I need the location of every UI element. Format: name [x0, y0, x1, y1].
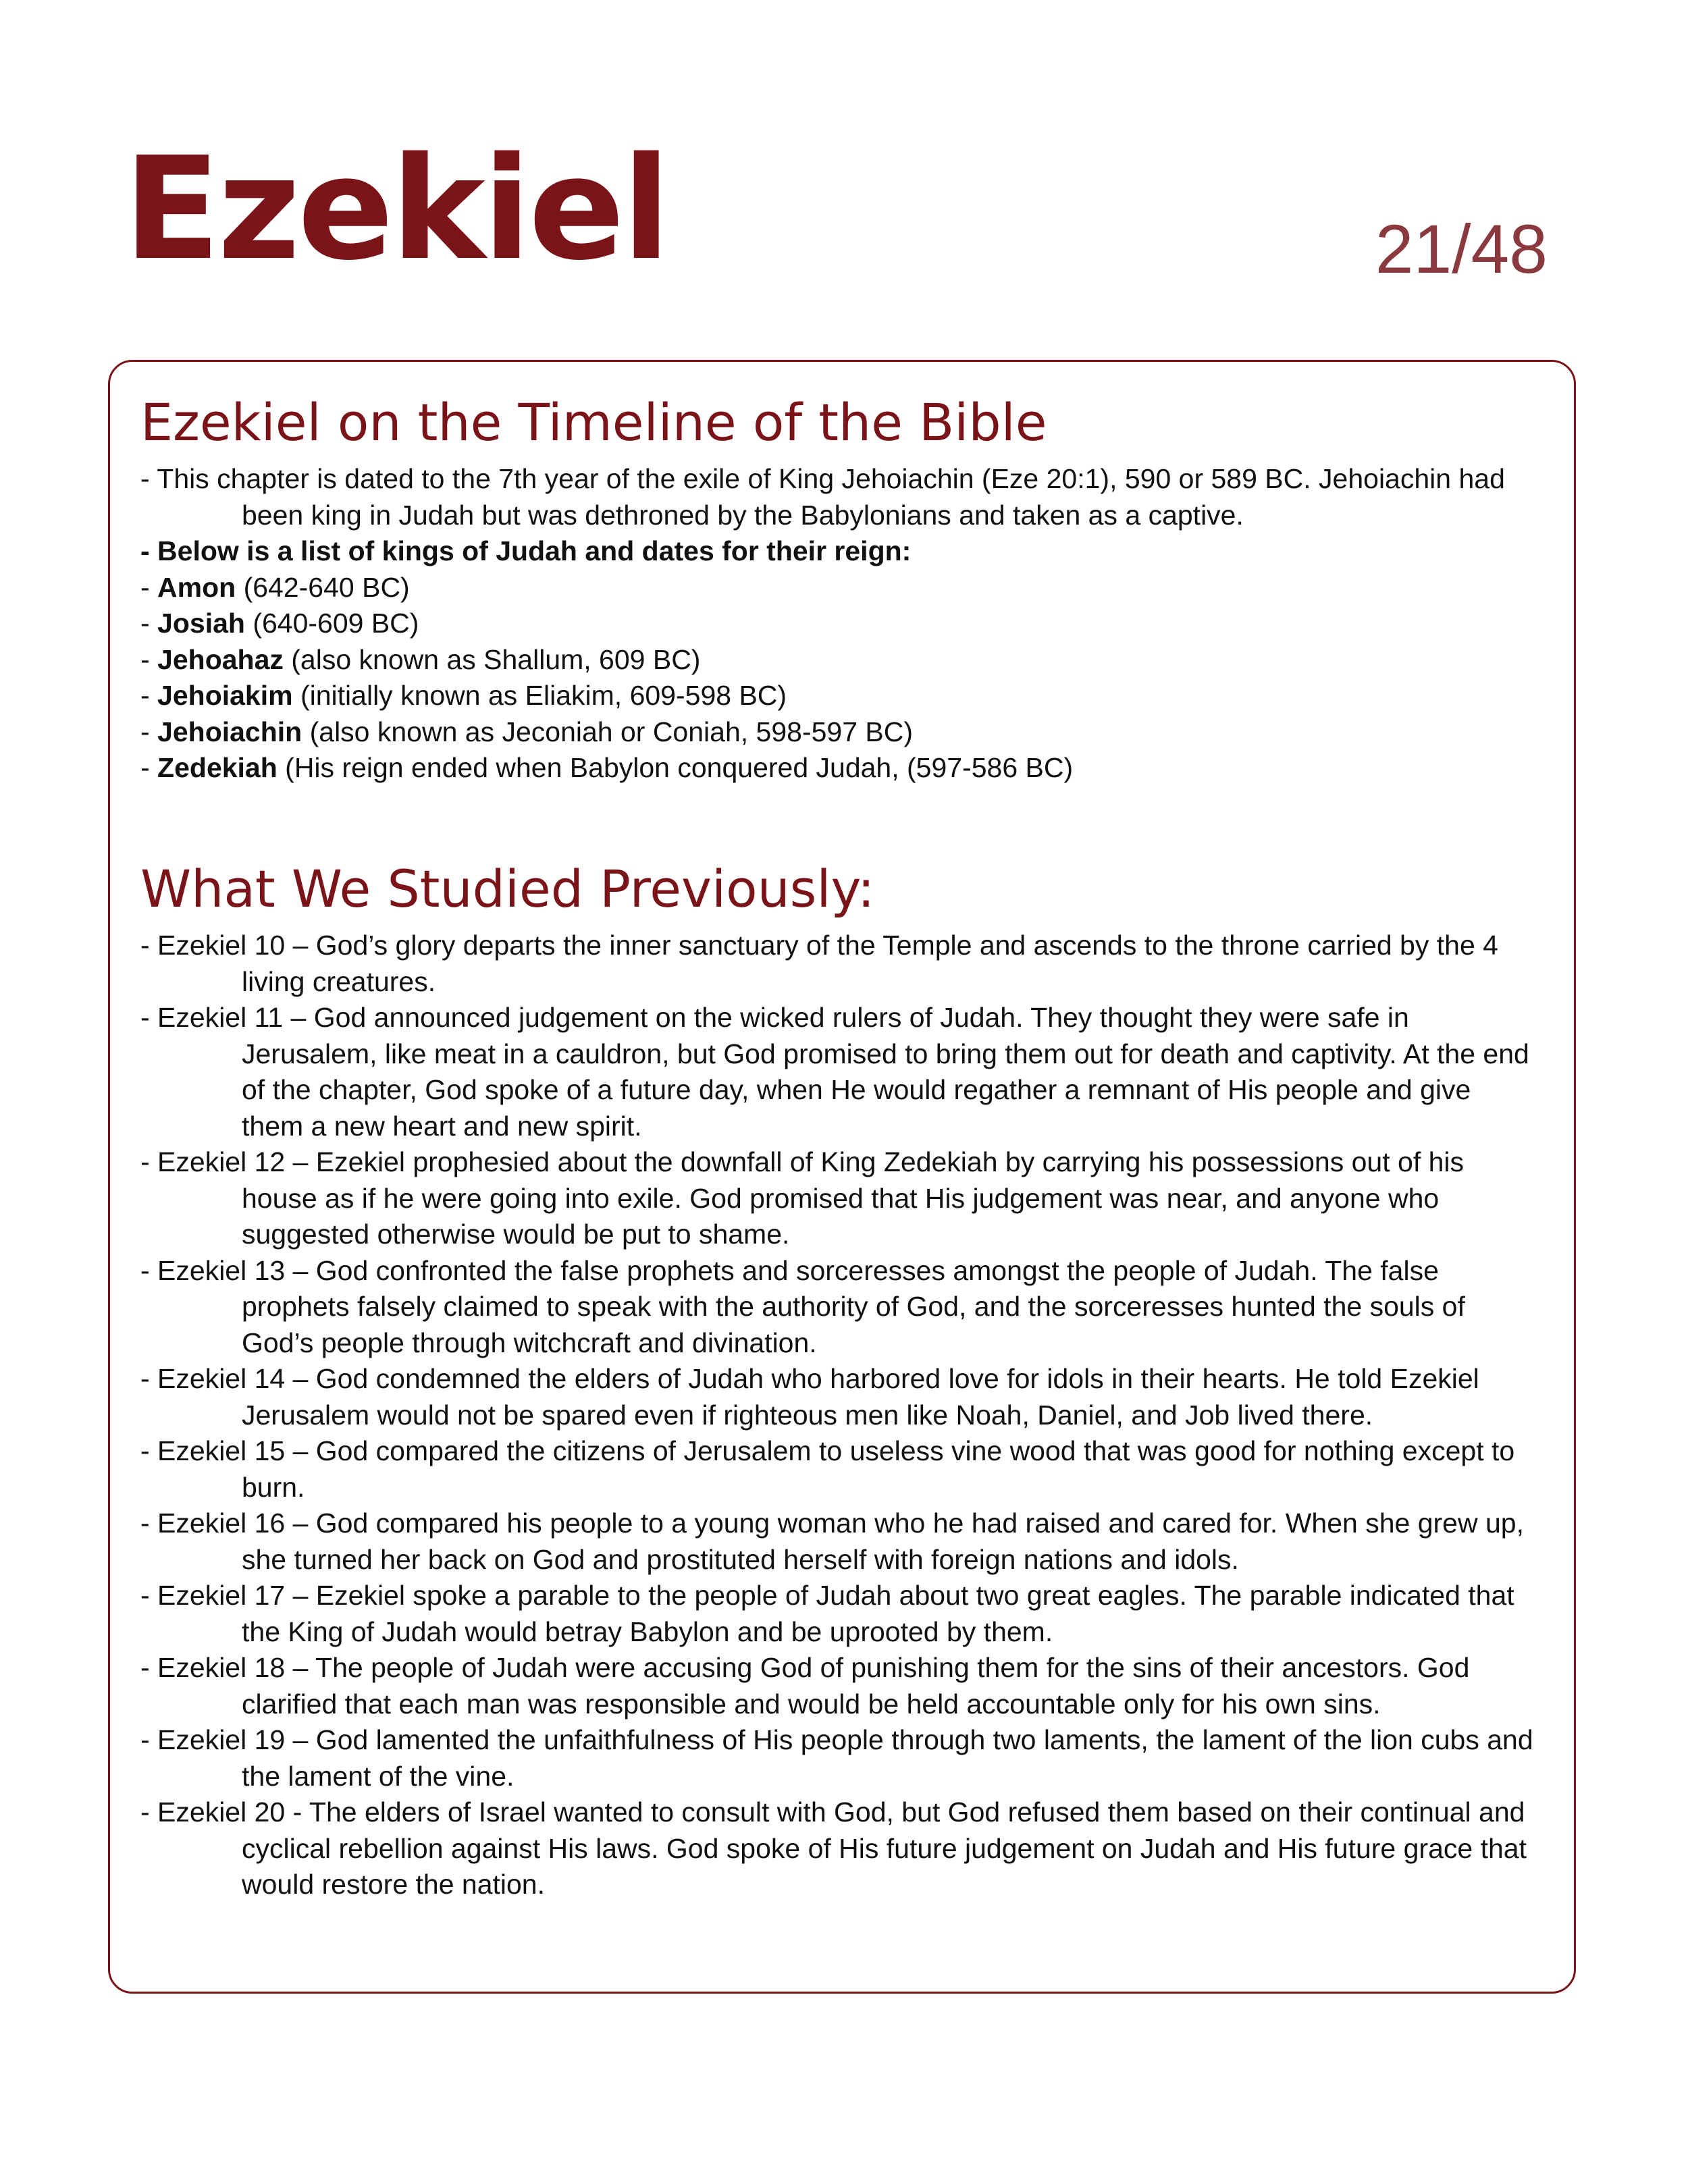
- chapter-summary-item: - Ezekiel 16 – God compared his people to a young woman who he had raised and cared for. When she grew up, she turned her back on God and prostituted herself with foreign nations and idols.: [140, 1508, 1524, 1575]
- king-prefix: -: [140, 680, 158, 712]
- chapter-summary-item: - Ezekiel 19 – God lamented the unfaithfulness of His people through two laments, the lament of the lion cubs and the lament of the vine.: [140, 1724, 1533, 1792]
- king-detail: (initially known as Eliakim, 609-598 BC): [292, 680, 787, 712]
- chapter-summary-item: - Ezekiel 10 – God’s glory departs the inner sanctuary of the Temple and ascends to the throne carried by the 4 living creatures.: [140, 930, 1498, 997]
- kings-list-intro: - Below is a list of kings of Judah and dates for their reign:: [140, 535, 912, 567]
- chapter-summary-item: - Ezekiel 13 – God confronted the false prophets and sorceresses amongst the people of Judah. The false prophets falsely claimed to speak with the authority of God, and the sorceresses hunted the souls of God’s people through witchcraft and divination.: [140, 1254, 1465, 1358]
- king-detail: (642-640 BC): [236, 571, 410, 603]
- timeline-heading: Ezekiel on the Timeline of the Bible: [140, 392, 1047, 452]
- king-prefix: -: [140, 752, 158, 784]
- chapter-summary-item: - Ezekiel 18 – The people of Judah were accusing God of punishing them for the sins of their ancestors. God clarified that each man was responsible and would be held accountable only for his own sins.: [140, 1652, 1470, 1720]
- king-prefix: -: [140, 716, 158, 747]
- page-title: Ezekiel: [124, 126, 668, 292]
- page-number: 21/48: [1375, 211, 1548, 288]
- king-name: Zedekiah: [157, 752, 278, 784]
- king-item: [140, 570, 1536, 606]
- king-item: [140, 714, 1536, 751]
- previous-study-heading: What We Studied Previously:: [140, 858, 875, 919]
- king-prefix: -: [140, 643, 158, 675]
- chapter-summary-item: - Ezekiel 20 - The elders of Israel wanted to consult with God, but God refused them based on their continual and cyclical rebellion against His laws. God spoke of His future judgement on Judah and His future grace that would restore the nation.: [140, 1796, 1527, 1900]
- king-detail: (also known as Shallum, 609 BC): [283, 643, 701, 675]
- king-item: [140, 750, 1536, 787]
- king-item: [140, 606, 1536, 642]
- king-name: Jehoiachin: [157, 716, 302, 747]
- king-detail: (His reign ended when Babylon conquered Judah, (597-586 BC): [277, 752, 1074, 784]
- king-name: Jehoahaz: [157, 643, 284, 675]
- king-prefix: -: [140, 608, 158, 639]
- king-item: [140, 678, 1536, 714]
- chapter-summary-item: - Ezekiel 14 – God condemned the elders of Judah who harbored love for idols in their hearts. He told Ezekiel Jerusalem would not be spared even if righteous men like Noah, Daniel, and Job lived there.: [140, 1363, 1479, 1431]
- king-detail: (640-609 BC): [244, 608, 419, 639]
- king-detail: (also known as Jeconiah or Coniah, 598-597 BC): [302, 716, 914, 747]
- chapter-summary-item: - Ezekiel 11 – God announced judgement on the wicked rulers of Judah. They thought they were safe in Jerusalem, like meat in a cauldron, but God promised to bring them out for death and captivity. At the end of the chapter, God spoke of a future day, when He would regather a remnant of His people and give them a new heart and new spirit.: [140, 1002, 1529, 1142]
- previous-study-list: [140, 928, 1536, 1903]
- king-item: [140, 642, 1536, 678]
- chapter-summary-item: - Ezekiel 17 – Ezekiel spoke a parable to the people of Judah about two great eagles. The parable indicated that the King of Judah would betray Babylon and be uprooted by them.: [140, 1580, 1514, 1647]
- king-name: Jehoiakim: [157, 680, 293, 712]
- king-prefix: -: [140, 571, 158, 603]
- timeline-list: [140, 461, 1536, 787]
- chapter-summary-item: - Ezekiel 12 – Ezekiel prophesied about the downfall of King Zedekiah by carrying his possessions out of his house as if he were going into exile. God promised that His judgement was near, and anyone who suggested otherwise would be put to shame.: [140, 1146, 1465, 1250]
- chapter-summary-item: - Ezekiel 15 – God compared the citizens of Jerusalem to useless vine wood that was good for nothing except to burn.: [140, 1435, 1515, 1503]
- content-card: [108, 360, 1576, 1994]
- timeline-intro: - This chapter is dated to the 7th year of the exile of King Jehoiachin (Eze 20:1), 590 or 589 BC. Jehoiachin had been king in Judah but was dethroned by the Babylonians and taken as a captive.: [140, 463, 1505, 531]
- king-name: Josiah: [157, 608, 245, 639]
- king-name: Amon: [157, 571, 236, 603]
